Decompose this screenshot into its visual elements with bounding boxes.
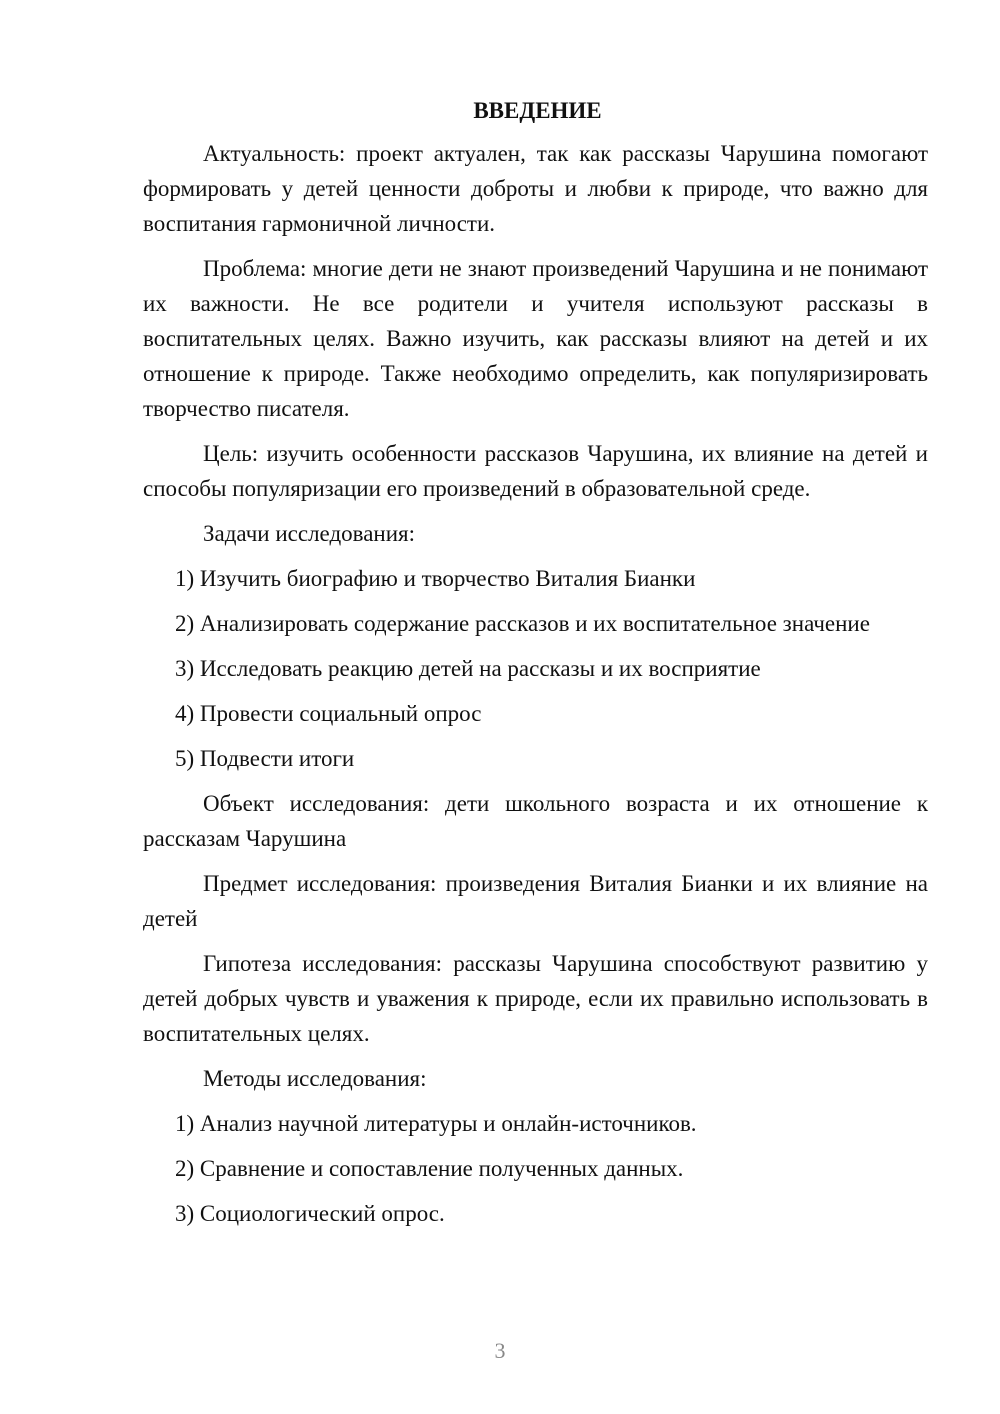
subject-paragraph: Предмет исследования: произведения Виталия Бианки и их влияние на детей xyxy=(143,871,928,931)
relevance-paragraph: Актуальность: проект актуален, так как рассказы Чарушина помогают формировать у детей ценности доброты и любви к природе, что важно для воспитания гармоничной личности. xyxy=(143,141,928,236)
object-paragraph: Объект исследования: дети школьного возраста и их отношение к рассказам Чарушина xyxy=(143,791,928,851)
tasks-list xyxy=(143,561,928,776)
list-item: 5) Подвести итоги xyxy=(175,746,355,771)
problem-paragraph: Проблема: многие дети не знают произведений Чарушина и не понимают их важности. Не все родители и учителя используют рассказы в воспитательных целях. Важно изучить, как рассказы влияют на детей и их отношение к природе. Также необходимо определить, как популяризировать творчество писателя. xyxy=(143,256,928,421)
list-item: 1) Анализ научной литературы и онлайн-источников. xyxy=(175,1111,697,1136)
page-title: ВВЕДЕНИЕ xyxy=(473,98,602,123)
methods-heading: Методы исследования: xyxy=(203,1066,427,1091)
list-item: 4) Провести социальный опрос xyxy=(175,701,482,726)
list-item: 3) Исследовать реакцию детей на рассказы и их восприятие xyxy=(175,656,761,681)
list-item: 2) Сравнение и сопоставление полученных данных. xyxy=(175,1156,684,1181)
list-item: 3) Социологический опрос. xyxy=(175,1201,445,1226)
list-item: 2) Анализировать содержание рассказов и их воспитательное значение xyxy=(175,611,870,636)
goal-paragraph: Цель: изучить особенности рассказов Чарушина, их влияние на детей и способы популяризации его произведений в образовательной среде. xyxy=(143,441,928,501)
page-number: 3 xyxy=(494,1338,506,1363)
tasks-heading: Задачи исследования: xyxy=(203,521,416,546)
list-item: 1) Изучить биографию и творчество Виталия Бианки xyxy=(175,566,696,591)
methods-list xyxy=(143,1106,928,1231)
hypothesis-paragraph: Гипотеза исследования: рассказы Чарушина способствуют развитию у детей добрых чувств и уважения к природе, если их правильно использовать в воспитательных целях. xyxy=(143,951,928,1046)
